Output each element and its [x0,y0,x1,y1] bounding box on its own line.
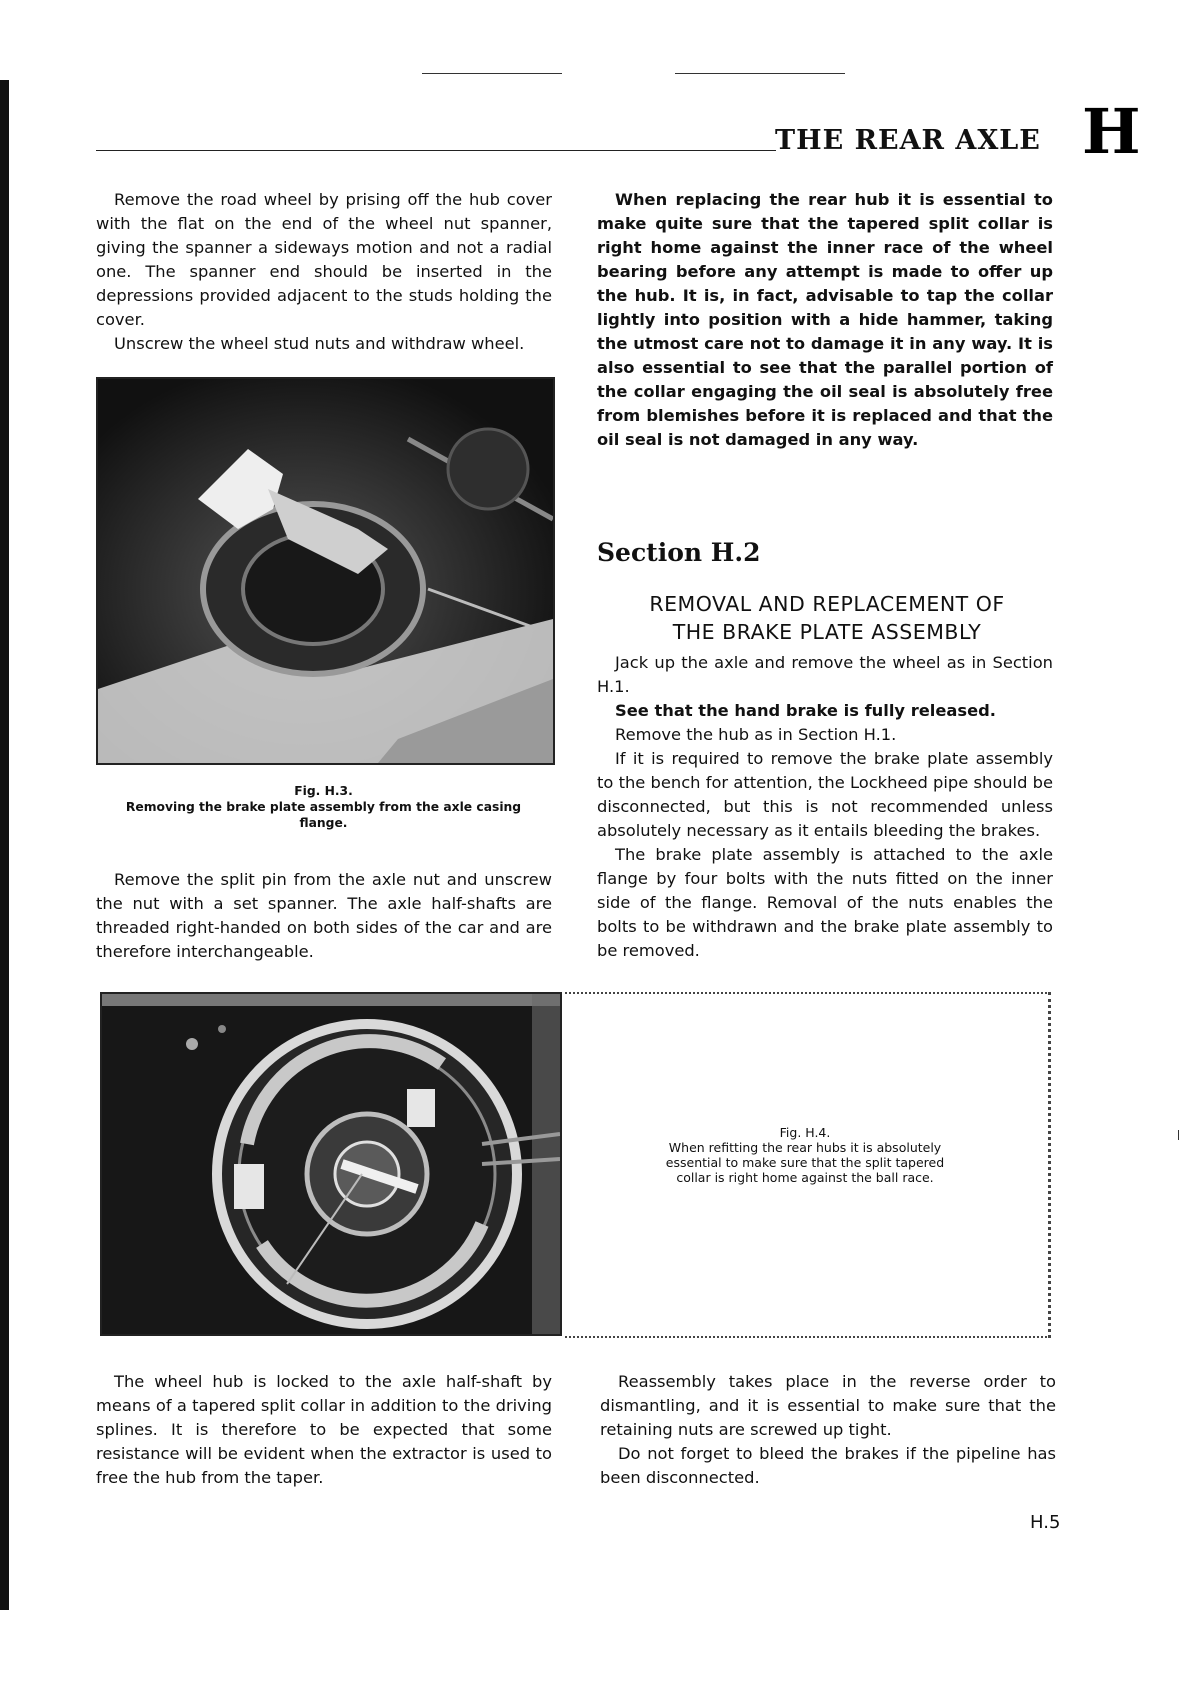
margin-tick [1178,1130,1179,1140]
page-binding-edge [0,80,9,1610]
figure-label: Fig. H.3. [294,784,353,798]
page-number: H.5 [1030,1512,1061,1533]
figure-caption-text: When refitting the rear hubs it is absolutely essential to make sure that the split tapered collar is right home against the ball race. [665,1140,945,1185]
paragraph: Reassembly takes place in the reverse order to dismantling, and it is essential to make sure that the retaining nuts are screwed up tight. [600,1372,1056,1439]
section-title-line: REMOVAL AND REPLACEMENT OF [649,592,1005,616]
paragraph: The wheel hub is locked to the axle half-shaft by means of a tapered split collar in addition to the driving splines. It is therefore to be expected that some resistance will be evident when the extractor is used to free the hub from the taper. [96,1372,552,1487]
paragraph: Jack up the axle and remove the wheel as in Section H.1. [597,653,1053,696]
hub-removal-illustration [98,379,553,763]
left-intro-text [96,188,552,356]
figure-h3-photo [96,377,555,765]
section-title-line: THE BRAKE PLATE ASSEMBLY [672,620,982,644]
running-head-title: THE REAR AXLE [775,125,1041,156]
figure-caption-text: Removing the brake plate assembly from the axle casing flange. [125,800,522,830]
section-letter: H [1082,95,1141,168]
brake-drum-illustration [102,994,560,1334]
top-rule [675,73,845,74]
left-bottom-text [96,1370,552,1490]
right-section-text [597,651,1053,963]
paragraph: The brake plate assembly is attached to the axle flange by four bolts with the nuts fitted on the inner side of the flange. Removal of the nuts enables the bolts to be withdrawn and the brake plate assembly to be removed. [597,845,1053,960]
paragraph: If it is required to remove the brake plate assembly to the bench for attention, the Lockheed pipe should be disconnected, but this is not recommended unless absolutely necessary as it entails bleeding the brakes. [597,749,1053,840]
right-bold-warning [597,188,1053,452]
section-title [597,590,1057,646]
paragraph: Do not forget to bleed the brakes if the pipeline has been disconnected. [600,1444,1056,1487]
paragraph: Remove the road wheel by prising off the hub cover with the flat on the end of the wheel nut spanner, giving the spanner a sideways motion and not a radial one. The spanner end should be inserted in the depressions provided adjacent to the studs holding the cover. [96,190,552,329]
figure-label: Fig. H.4. [779,1125,831,1140]
left-after-figure-text [96,868,552,964]
top-rule [422,73,562,74]
right-bottom-text [600,1370,1056,1490]
paragraph: Remove the hub as in Section H.1. [615,725,897,744]
paragraph: Remove the split pin from the axle nut and unscrew the nut with a set spanner. The axle half-shafts are threaded right-handed on both sides of the car and are therefore interchangeable. [96,870,552,961]
header-rule [96,150,776,151]
figure-h4-photo [100,992,562,1336]
paragraph: When replacing the rear hub it is essential to make quite sure that the tapered split collar is right home against the inner race of the wheel bearing before any attempt is made to offer up the hub. It is, in fact, advisable to tap the collar lightly into position with a hide hammer, taking the utmost care not to damage it in any way. It is also essential to see that the parallel portion of the collar engaging the oil seal is absolutely free from blemishes before it is replaced and that the oil seal is not damaged in any way. [597,190,1053,449]
figure-h4-caption [655,1125,955,1185]
paragraph: See that the hand brake is fully released. [615,701,996,720]
figure-h3-caption [96,783,551,831]
section-heading: Section H.2 [597,538,761,567]
paragraph: Unscrew the wheel stud nuts and withdraw wheel. [114,334,525,353]
